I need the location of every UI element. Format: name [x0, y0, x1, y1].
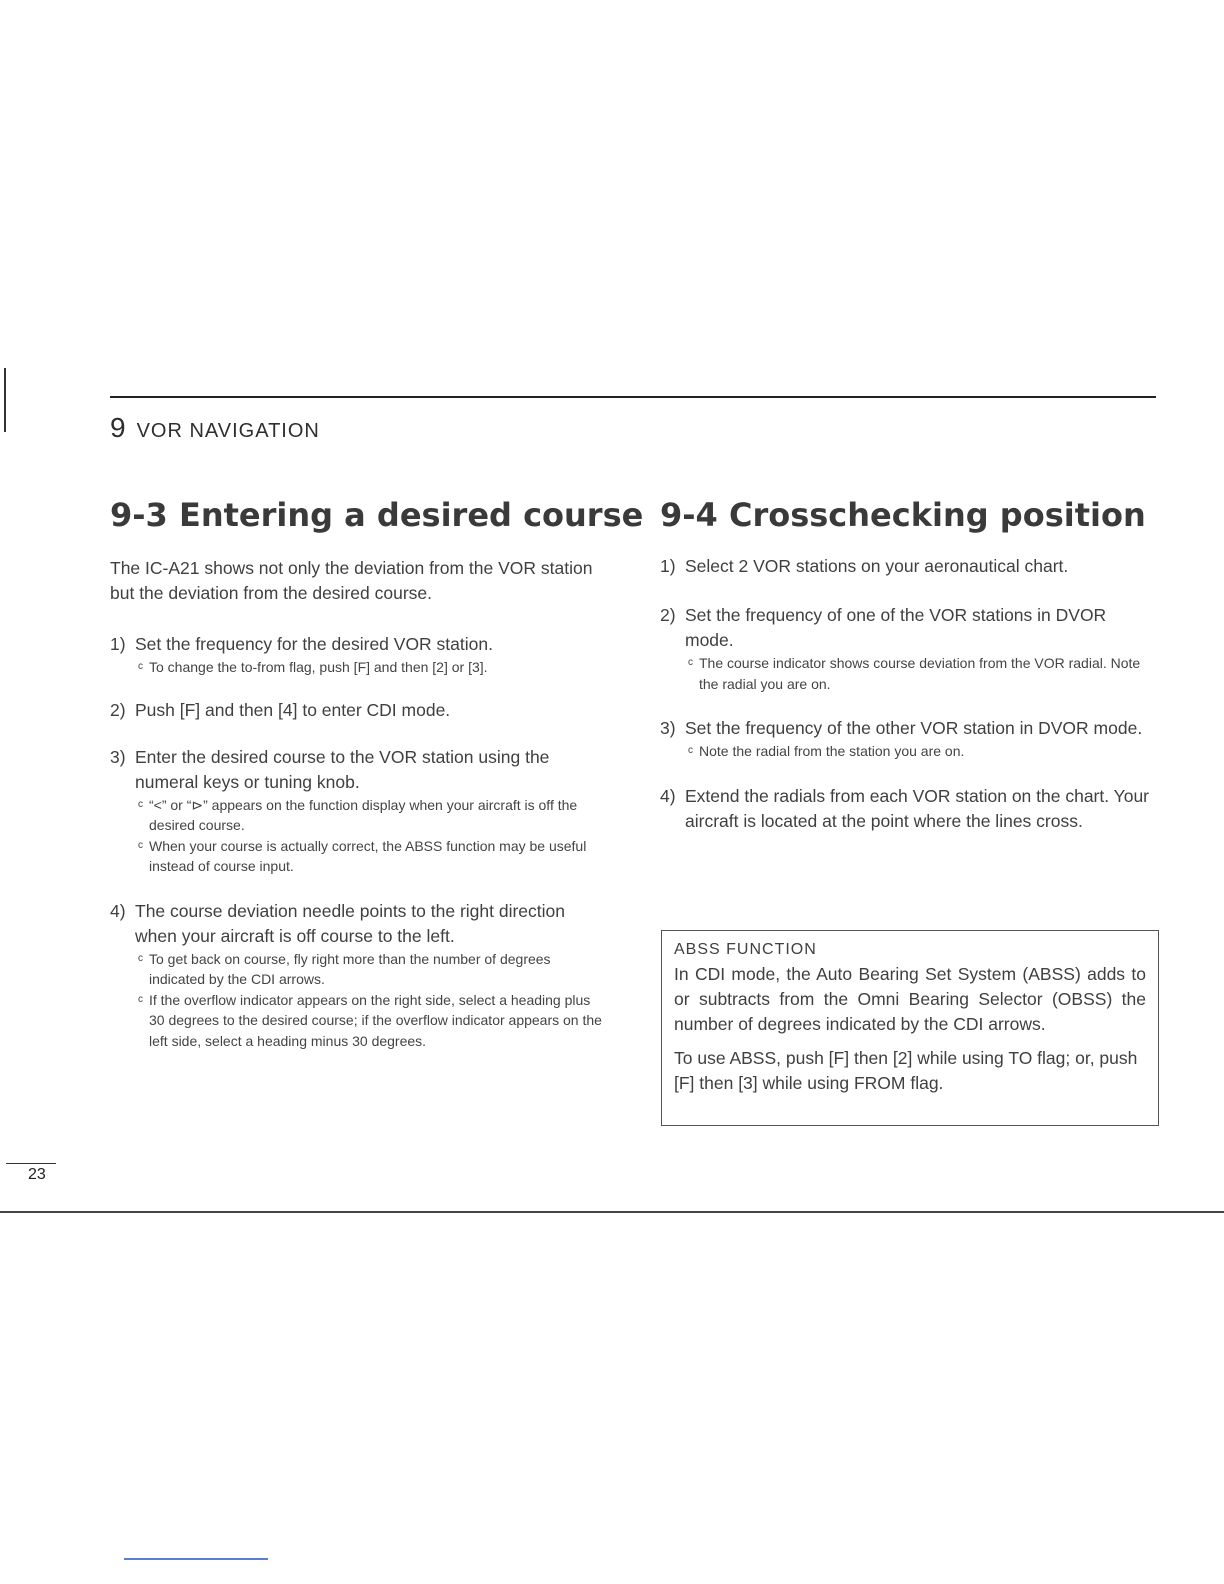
left-step-4	[110, 899, 608, 1052]
intro-paragraph: The IC-A21 shows not only the deviation from the VOR station but the deviation from the desired course.	[110, 558, 593, 603]
step-number: 2)	[110, 699, 126, 720]
step-note: c “<” or “⊳” appears on the function display when your aircraft is off the desired course.	[138, 796, 578, 833]
step-text: Set the frequency for the desired VOR station.	[135, 634, 493, 654]
right-step-4	[660, 784, 1158, 834]
margin-mark-left	[4, 368, 6, 432]
step-text: Enter the desired course to the VOR station using the numeral keys or tuning knob.	[135, 746, 550, 792]
step-note: c Note the radial from the station you are on.	[688, 743, 965, 759]
left-column	[110, 556, 608, 1051]
step-number: 3)	[110, 746, 126, 767]
chapter-title: VOR NAVIGATION	[136, 420, 320, 442]
step-text: Select 2 VOR stations on your aeronautical chart.	[685, 556, 1069, 576]
step-number: 3)	[660, 718, 676, 738]
right-step-3	[660, 716, 1158, 762]
step-text: Extend the radials from each VOR station on the chart. Your aircraft is located at the point where the lines cross.	[685, 785, 1150, 831]
step-text: The course deviation needle points to the right direction when your aircraft is off course to the left.	[135, 900, 565, 946]
box-title: ABSS FUNCTION	[674, 941, 817, 958]
right-step-2	[660, 603, 1158, 694]
step-text: Set the frequency of one of the VOR stations in DVOR mode.	[685, 605, 1107, 650]
left-step-3	[110, 745, 608, 877]
top-rule	[110, 396, 1156, 398]
section-title-9-4: 9-4 Crosschecking position	[660, 496, 1146, 534]
left-step-2	[110, 698, 608, 723]
step-number: 1)	[110, 634, 126, 654]
step-text: Set the frequency of the other VOR station in DVOR mode.	[685, 718, 1143, 738]
box-paragraph-2: To use ABSS, push [F] then [2] while using TO flag; or, push [F] then [3] while using FROM flag.	[674, 1048, 1138, 1093]
box-paragraph-1: In CDI mode, the Auto Bearing Set System (ABSS) adds to or subtracts from the Omni Bearing Selector (OBSS) the number of degrees indicated by the CDI arrows.	[674, 964, 1146, 1034]
step-note: c If the overflow indicator appears on the right side, select a heading plus 30 degrees to the desired course; if the overflow indicator appears on the left side, select a heading minus 30 degrees.	[138, 991, 602, 1049]
page-number-rule	[6, 1163, 56, 1164]
step-note: c The course indicator shows course deviation from the VOR radial. Note the radial you are on.	[688, 655, 1141, 692]
step-number: 4)	[110, 900, 126, 921]
step-number: 2)	[660, 605, 676, 625]
page-number: 23	[28, 1166, 46, 1183]
section-title-9-3: 9-3 Entering a desired course	[110, 496, 644, 534]
step-text: Push [F] and then [4] to enter CDI mode.	[135, 699, 451, 720]
left-step-1	[110, 632, 608, 678]
right-step-1	[660, 554, 1158, 579]
step-number: 4)	[660, 785, 676, 806]
step-number: 1)	[660, 556, 676, 576]
bottom-rule	[0, 1211, 1224, 1213]
abss-function-box	[661, 930, 1159, 1126]
right-column	[660, 554, 1158, 834]
step-note: c To change the to-from flag, push [F] and then [2] or [3].	[138, 659, 488, 675]
chapter-heading	[110, 412, 320, 444]
chapter-number: 9	[110, 412, 127, 443]
step-note: c When your course is actually correct, the ABSS function may be useful instead of course input.	[138, 837, 587, 874]
step-note: c To get back on course, fly right more than the number of degrees indicated by the CDI arrows.	[138, 950, 551, 987]
bottom-blue-line	[124, 1558, 268, 1560]
